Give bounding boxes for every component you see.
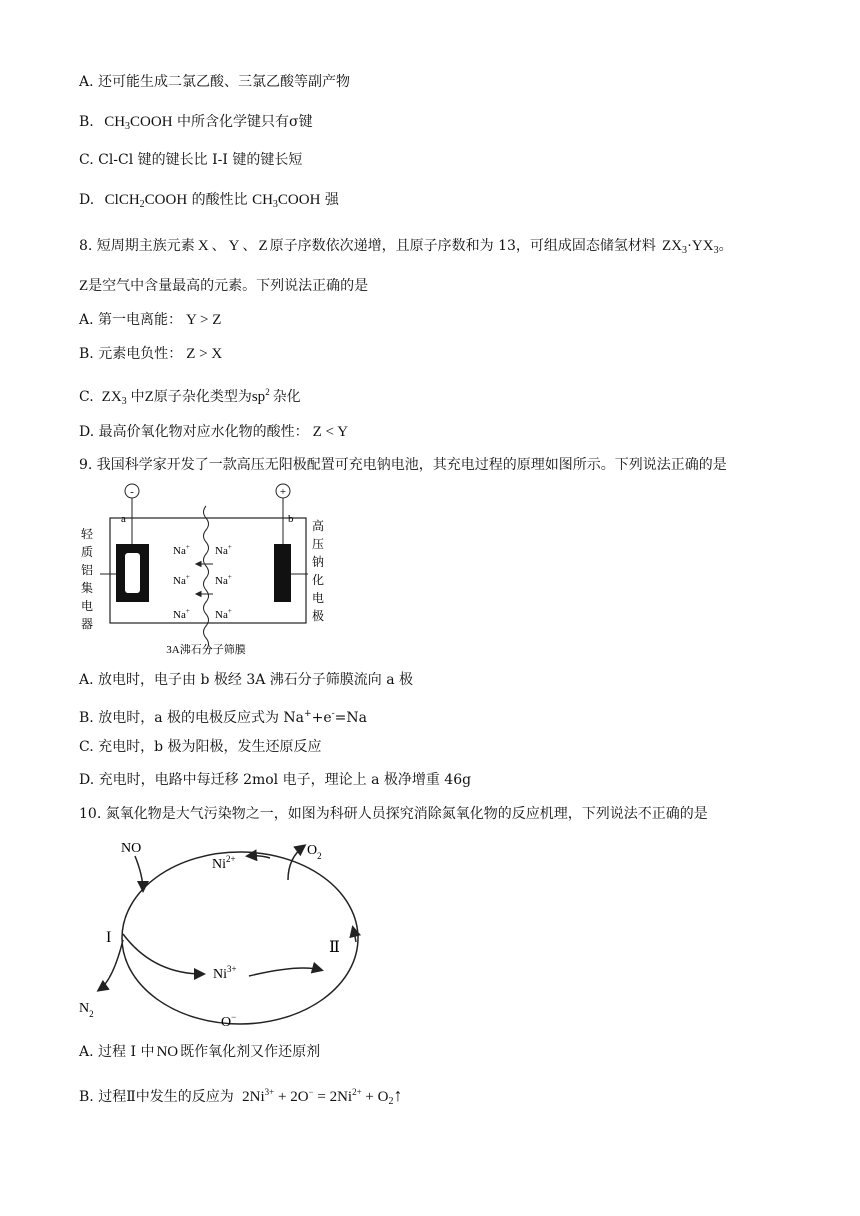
svg-text:钠: 钠 bbox=[312, 555, 325, 569]
o-minus-label: O− bbox=[221, 1012, 237, 1030]
q9-option-d: D. 充电时，电路中每迁移 2mol 电子，理论上 a 极净增重 46g bbox=[79, 772, 472, 788]
svg-text:质: 质 bbox=[81, 545, 94, 559]
svg-text:极: 极 bbox=[312, 609, 325, 623]
q7-option-b bbox=[79, 112, 313, 137]
mechanism-diagram bbox=[75, 832, 375, 1032]
q10-option-b: B. 过程Ⅱ中发生的反应为 $2Ni^{3+} + 2O^- = 2Ni^{2+}$ + $O_2↑$ bbox=[79, 1085, 403, 1107]
membrane-label: 3A沸石分子筛膜 bbox=[166, 644, 246, 656]
q9-option-b: B. 放电时，a 极的电极反应式为 Na++e-=Na bbox=[79, 709, 367, 726]
q7-option-b-chem: $CH_3COOH$ bbox=[104, 114, 173, 132]
no-label: NO bbox=[121, 841, 142, 856]
q8-option-b: B. 元素电负性： Z > X bbox=[79, 346, 223, 362]
svg-text:集: 集 bbox=[81, 581, 94, 595]
ion-left-1: Na+ bbox=[173, 543, 190, 557]
q7-option-d-chem1: ClCH$_2$COOH bbox=[104, 192, 188, 210]
q8-option-a: A. 第一电离能： Y > Z bbox=[79, 312, 222, 328]
process-I-label: I bbox=[106, 929, 112, 946]
positive-terminal-label: + bbox=[279, 486, 287, 498]
q7-option-d-chem2: $CH_3COOH$ bbox=[252, 192, 321, 210]
ni3-label: $Ni^{3+}$ bbox=[213, 964, 237, 982]
svg-text:化: 化 bbox=[312, 573, 325, 587]
q7-option-c: C. Cl-Cl 键的键长比 I-I 键的键长短 bbox=[79, 152, 303, 168]
process-II-label: Ⅱ bbox=[329, 939, 340, 956]
q7-option-a: A. 还可能生成二氯乙酸、三氯乙酸等副产物 bbox=[79, 74, 351, 90]
ion-left-2: Na+ bbox=[173, 573, 190, 587]
q7-option-d-mid: 的酸性比 bbox=[191, 192, 248, 208]
q8-stem-line1: 8. 短周期主族元素 X 、 Y 、 Z 原子序数依次递增，且原子序数和为 13，可组成固态储氢材料 $ZX_3\cdot YX_3$。 bbox=[79, 238, 733, 256]
o2-label: $O_2$ bbox=[307, 843, 322, 861]
svg-text:电: 电 bbox=[81, 599, 94, 613]
ni3-to-ii-arrow bbox=[249, 968, 321, 976]
q8-material-formula: $ZX_3\cdot YX_3$ bbox=[661, 238, 719, 256]
q7-option-d-end: 强 bbox=[324, 192, 339, 208]
right-vertical-label bbox=[312, 518, 324, 623]
left-vertical-label bbox=[81, 527, 94, 631]
ion-right-3: Na+ bbox=[215, 607, 232, 621]
sodium-electrode bbox=[274, 544, 291, 602]
cycle-loop bbox=[122, 852, 358, 1024]
q9-stem: 9. 我国科学家开发了一款高压无阳极配置可充电钠电池，其充电过程的原理如图所示。下列说法正确的是 bbox=[79, 457, 727, 473]
q10-stem: 10. 氮氧化物是大气污染物之一，如图为科研人员探究消除氮氧化物的反应机理，下列说法不正确的是 bbox=[79, 806, 708, 822]
electrode-a-label: a bbox=[121, 513, 126, 525]
electrode-b-label: b bbox=[288, 513, 294, 525]
ion-left-3: Na+ bbox=[173, 607, 190, 621]
negative-terminal-label: - bbox=[130, 486, 134, 498]
q8-option-c: C. $ZX_3$ 中Z原子杂化类型为$sp^2$ 杂化 bbox=[79, 387, 301, 407]
n2-arrow bbox=[99, 940, 123, 990]
q7-option-b-text: 中所含化学键只有σ键 bbox=[177, 114, 313, 130]
q7-option-d-prefix: D. bbox=[79, 192, 95, 208]
to-ni3-arrow bbox=[123, 934, 203, 974]
q9-option-a: A. 放电时，电子由 b 极经 3A 沸石分子筛膜流向 a 极 bbox=[79, 672, 414, 688]
svg-text:铝: 铝 bbox=[81, 563, 94, 577]
q8-option-d: D. 最高价氧化物对应水化物的酸性： Z < Y bbox=[79, 424, 349, 440]
q9-option-c: C. 充电时，b 极为阳极，发生还原反应 bbox=[79, 739, 322, 755]
q7-option-b-prefix: B. bbox=[79, 114, 94, 130]
q10-equation: $2Ni^{3+} + 2O^- = 2Ni^{2+}$ + $O_2↑$ bbox=[242, 1085, 403, 1107]
q7-option-d bbox=[79, 190, 339, 215]
svg-text:高: 高 bbox=[312, 519, 325, 533]
svg-text:电: 电 bbox=[312, 591, 325, 605]
q8-stem-line2: Z是空气中含量最高的元素。下列说法正确的是 bbox=[79, 278, 369, 294]
no-arrow bbox=[135, 856, 143, 890]
battery-diagram bbox=[78, 478, 338, 663]
ion-right-1: Na+ bbox=[215, 543, 232, 557]
zeolite-membrane bbox=[204, 506, 209, 650]
svg-text:器: 器 bbox=[81, 617, 94, 631]
n2-label: $N_2$ bbox=[79, 1001, 94, 1019]
ni2-label: $Ni^{2+}$ bbox=[212, 854, 236, 872]
svg-text:轻: 轻 bbox=[81, 527, 94, 541]
ion-right-2: Na+ bbox=[215, 573, 232, 587]
svg-text:压: 压 bbox=[312, 537, 325, 551]
q10-option-a: A. 过程 I 中 NO 既作氧化剂又作还原剂 bbox=[79, 1044, 321, 1060]
